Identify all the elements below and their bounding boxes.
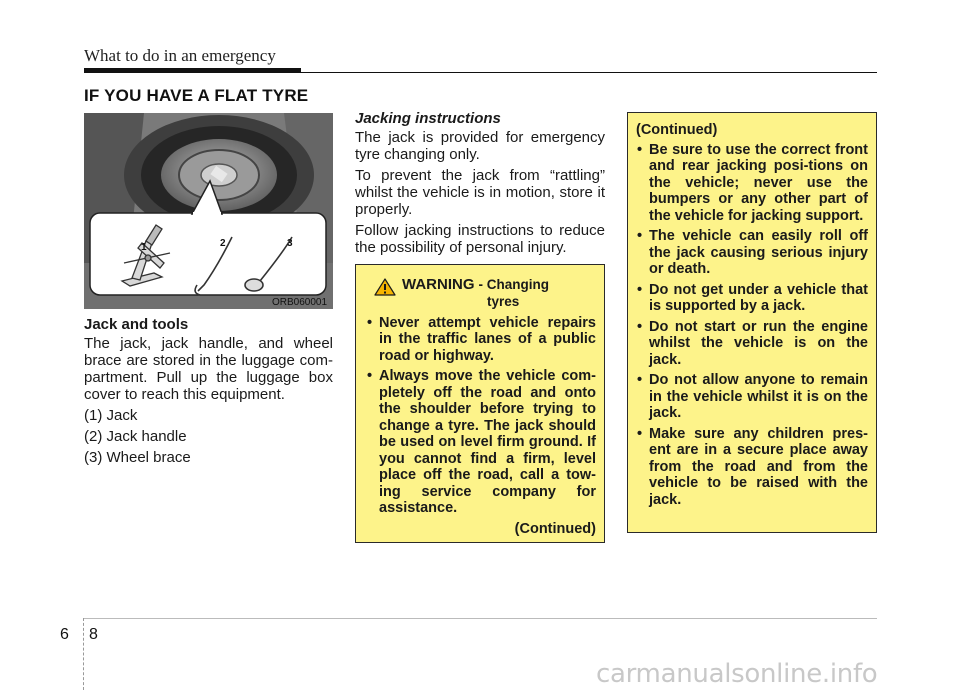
continued-list — [636, 142, 868, 509]
continued-bullet: • Do not start or run the engine whilst the vehicle is on the jack. — [636, 319, 868, 369]
continued-warning-box — [627, 112, 877, 533]
callout-3: 3 — [287, 238, 293, 249]
continued-bullet: • Be sure to use the correct front and rear jacking posi-tions on the vehicle; never use the bumpers or any other part of the vehicle for jacking support. — [636, 142, 868, 225]
spare-tyre-illustration — [84, 113, 333, 309]
warning-box — [355, 264, 605, 543]
page-number: 8 — [89, 626, 98, 643]
header-rule — [84, 72, 877, 73]
footer-rule — [84, 618, 877, 619]
continued-bullet: • Make sure any children pres-ent are in a secure place away from the road and from the vehicle to be raised with the jack. — [636, 426, 868, 509]
warning-subtitle — [479, 277, 550, 294]
jacking-instructions-section — [355, 110, 605, 260]
continued-heading: (Continued) — [636, 122, 718, 138]
jacking-instructions-heading: Jacking instructions — [355, 110, 501, 127]
continued-bullet: • The vehicle can easily roll off the jack causing serious injury or death. — [636, 228, 868, 278]
callout-2: 2 — [220, 238, 226, 249]
item-jack-handle: (2) Jack handle — [84, 428, 187, 445]
section-title: IF YOU HAVE A FLAT TYRE — [84, 86, 309, 105]
warning-triangle-icon — [374, 278, 396, 296]
chapter-number: 6 — [60, 626, 69, 643]
warning-list — [366, 315, 596, 517]
footer-divider — [83, 618, 84, 690]
jacking-paragraph: To prevent the jack from “rattling” whilst the vehicle is in motion, store it properly. — [355, 167, 605, 218]
jack-tools-body: The jack, jack handle, and wheel brace are stored in the luggage com-partment. Pull up the luggage box cover to reach this equipment. — [84, 335, 333, 403]
item-wheel-brace: (3) Wheel brace — [84, 449, 191, 466]
header-title: What to do in an emergency — [84, 46, 276, 65]
jacking-paragraph: The jack is provided for emergency tyre changing only. — [355, 129, 605, 163]
jacking-paragraph: Follow jacking instructions to reduce the possibility of personal injury. — [355, 222, 605, 256]
jack-tools-figure — [84, 113, 333, 309]
continued-bullet: • Do not allow anyone to remain in the vehicle whilst it is on the jack. — [636, 372, 868, 422]
warning-continued: (Continued) — [514, 520, 596, 537]
warning-bullet: • Never attempt vehicle repairs in the traffic lanes of a public road or highway. — [366, 315, 596, 365]
item-jack: (1) Jack — [84, 407, 138, 424]
warning-subtitle-line1: - Changing — [478, 277, 549, 292]
warning-word: WARNING — [402, 276, 475, 293]
jack-tools-heading: Jack and tools — [84, 316, 189, 333]
callout-1: 1 — [141, 242, 147, 253]
watermark: carmanualsonline.info — [596, 659, 878, 689]
warning-subtitle-line2: tyres — [487, 294, 520, 309]
jack-tools-section — [84, 316, 333, 470]
warning-bullet: • Always move the vehicle com-pletely off the road and onto the shoulder before trying to change a tyre. The jack should be used on level firm ground. If you cannot find a firm, level place off the road, call a tow-ing service company for assistance. — [366, 368, 596, 517]
continued-bullet: • Do not get under a vehicle that is supported by a jack. — [636, 282, 868, 315]
figure-code: ORB060001 — [272, 297, 328, 308]
